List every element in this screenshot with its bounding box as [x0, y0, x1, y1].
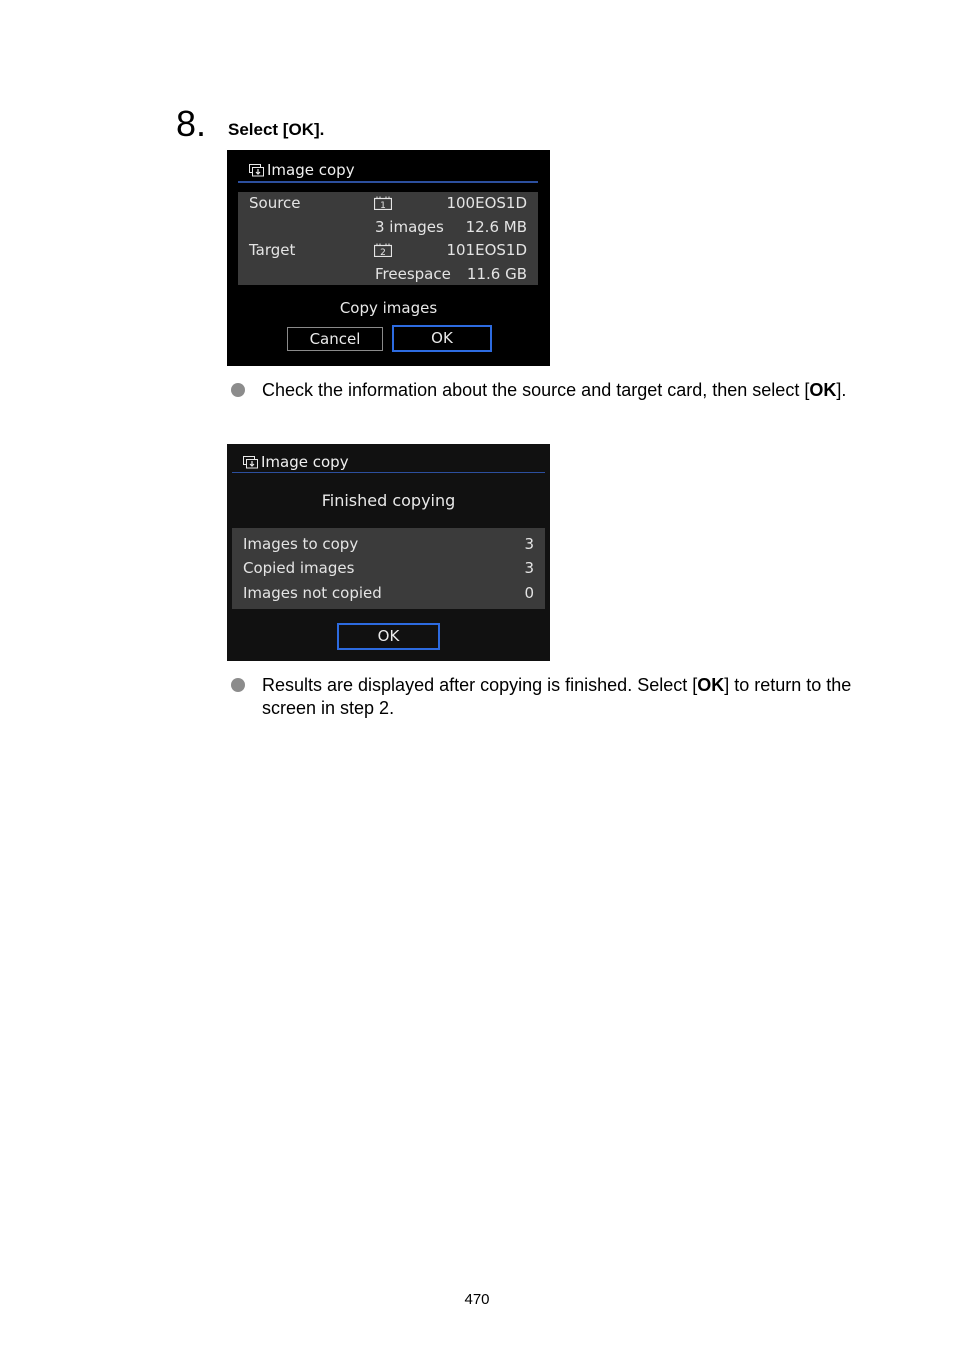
result-value-copied: 3 [524, 559, 534, 577]
screen-title [249, 161, 355, 179]
result-label-copied: Copied images [243, 559, 355, 577]
cancel-button[interactable]: Cancel [287, 327, 383, 351]
source-image-count: 3 images [375, 218, 444, 236]
screen-title-text: Image copy [261, 453, 349, 471]
instruction-1-end: ]. [836, 380, 847, 400]
source-size: 12.6 MB [465, 218, 527, 236]
step-number: 8. [176, 103, 207, 144]
ok-emphasis: OK [697, 675, 725, 695]
source-label: Source [249, 194, 301, 212]
instruction-2-text: Results are displayed after copying is finished. Select [ [262, 675, 698, 695]
instruction-text-1 [262, 379, 872, 402]
copy-prompt: Copy images [339, 299, 438, 317]
info-panel [238, 192, 538, 285]
card-slot-1-number: 1 [380, 201, 386, 210]
instruction-2-end: ] to return to the screen in step 2. [262, 675, 852, 718]
ok-button[interactable]: OK [392, 325, 492, 352]
ok-emphasis: OK [809, 380, 837, 400]
result-label-to-copy: Images to copy [243, 535, 359, 553]
camera-screen-confirm [227, 150, 550, 366]
instruction-1-text: Check the information about the source and target card, then select [ [262, 380, 810, 400]
target-label: Target [249, 241, 296, 259]
image-copy-icon [243, 456, 259, 469]
result-value-to-copy: 3 [524, 535, 534, 553]
ok-button[interactable]: OK [337, 623, 440, 650]
bullet-icon [231, 678, 245, 692]
title-divider [238, 181, 538, 183]
step-title: Select [OK]. [228, 120, 325, 139]
results-panel [232, 528, 545, 609]
finished-status: Finished copying [321, 491, 456, 510]
result-value-not-copied: 0 [524, 584, 534, 602]
instruction-text-2 [262, 674, 872, 720]
image-copy-icon [249, 164, 265, 177]
title-divider [232, 472, 545, 473]
freespace-value: 11.6 GB [466, 265, 527, 283]
freespace-label: Freespace [375, 265, 451, 283]
card-slot-2-icon [374, 243, 392, 257]
source-folder: 100EOS1D [446, 194, 527, 212]
bullet-icon [231, 383, 245, 397]
result-label-not-copied: Images not copied [243, 584, 382, 602]
camera-screen-result [227, 444, 550, 661]
screen-title-text: Image copy [267, 161, 355, 179]
card-slot-2-number: 2 [380, 248, 386, 257]
screen-title [243, 453, 349, 471]
card-slot-1-icon [374, 196, 392, 210]
target-folder: 101EOS1D [446, 241, 527, 259]
page-number: 470 [464, 1291, 490, 1308]
